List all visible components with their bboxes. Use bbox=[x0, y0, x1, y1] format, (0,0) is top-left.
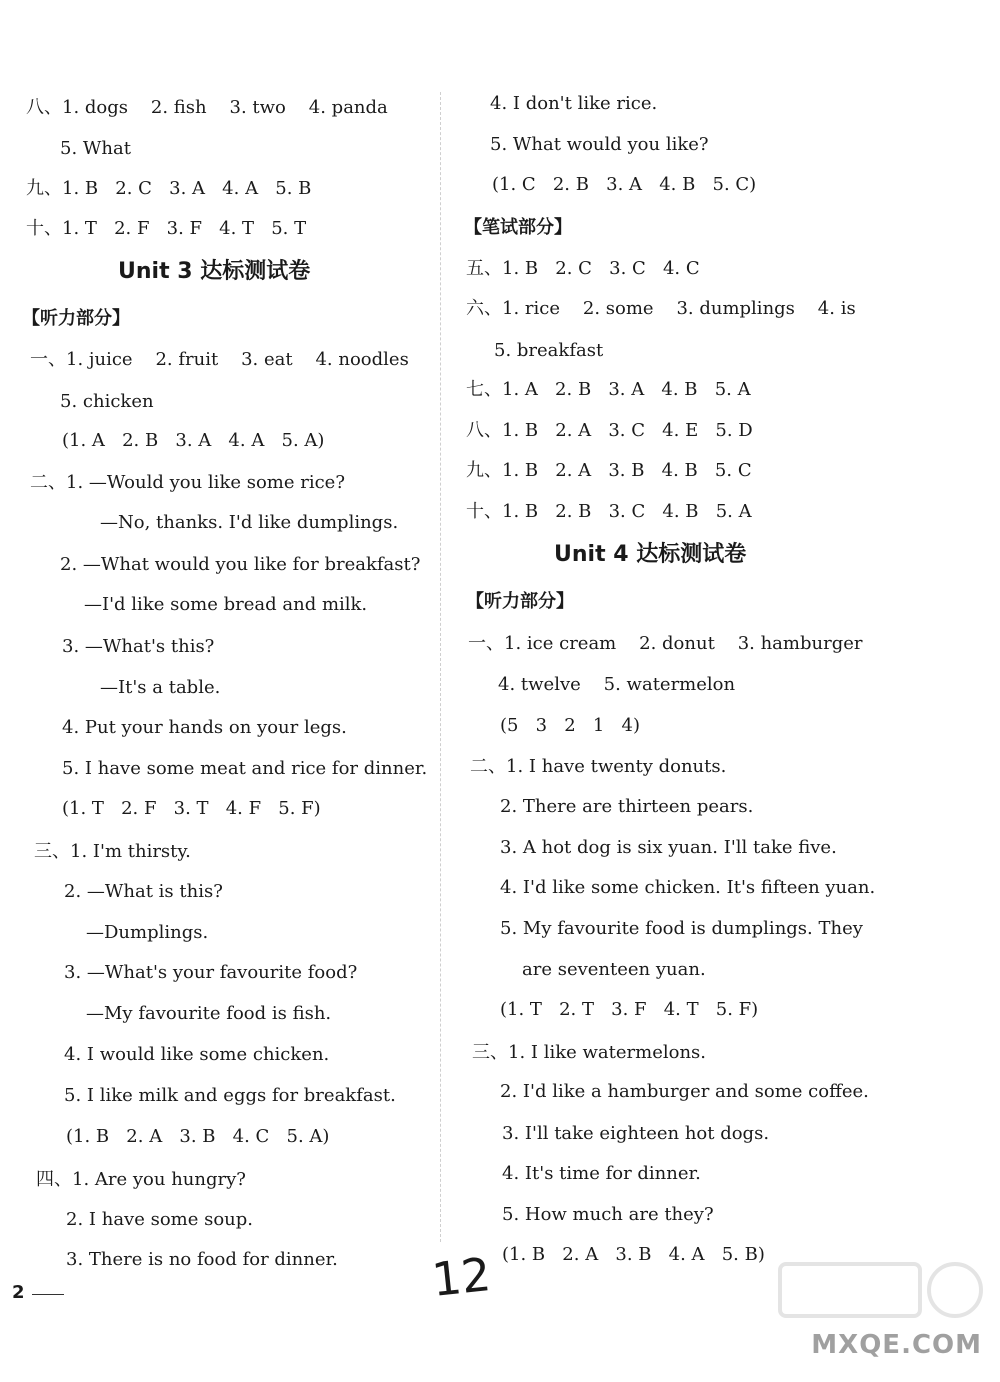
answer-line: 4. I don't like rice. bbox=[490, 93, 658, 114]
unit3-title: Unit 3 达标测试卷 bbox=[118, 259, 311, 284]
answer-line: 四、1. Are you hungry? bbox=[36, 1169, 246, 1190]
answer-line: 八、1. dogs 2. fish 3. two 4. panda bbox=[26, 97, 388, 118]
answer-line: 4. Put your hands on your legs. bbox=[62, 717, 347, 738]
answer-line: 2. —What is this? bbox=[64, 881, 223, 902]
answer-line: (1. C 2. B 3. A 4. B 5. C) bbox=[492, 174, 757, 195]
answer-line: (1. A 2. B 3. A 4. A 5. A) bbox=[62, 430, 325, 451]
answer-line: 二、1. I have twenty donuts. bbox=[470, 756, 727, 777]
answer-line: 八、1. B 2. A 3. C 4. E 5. D bbox=[466, 420, 753, 441]
answer-line: (1. T 2. T 3. F 4. T 5. F) bbox=[500, 999, 759, 1020]
answer-line: 2. I'd like a hamburger and some coffee. bbox=[500, 1081, 869, 1102]
answer-line: 4. I would like some chicken. bbox=[64, 1044, 330, 1065]
answer-line: —My favourite food is fish. bbox=[86, 1003, 332, 1024]
answer-line: 4. I'd like some chicken. It's fifteen yuan. bbox=[500, 877, 876, 898]
written-section-tag: 【笔试部分】 bbox=[464, 217, 572, 238]
answer-line: 二、1. —Would you like some rice? bbox=[30, 472, 345, 493]
listening-section-tag: 【听力部分】 bbox=[466, 591, 574, 612]
answer-line: 5. What would you like? bbox=[490, 134, 709, 155]
answer-line: 2. —What would you like for breakfast? bbox=[60, 554, 421, 575]
answer-line: 2. There are thirteen pears. bbox=[500, 796, 754, 817]
answer-line: 3. There is no food for dinner. bbox=[66, 1249, 338, 1270]
answer-line: (1. B 2. A 3. B 4. A 5. B) bbox=[502, 1244, 765, 1265]
answer-line: 3. —What's your favourite food? bbox=[64, 962, 358, 983]
answer-line: 5. I have some meat and rice for dinner. bbox=[62, 758, 428, 779]
answer-line: 2. I have some soup. bbox=[66, 1209, 254, 1230]
page-number: 2 bbox=[12, 1282, 25, 1303]
answer-line: 十、1. B 2. B 3. C 4. B 5. A bbox=[466, 501, 752, 522]
answer-line: 4. twelve 5. watermelon bbox=[498, 674, 736, 695]
answer-line: 九、1. B 2. C 3. A 4. A 5. B bbox=[26, 178, 312, 199]
answer-line: 三、1. I'm thirsty. bbox=[34, 841, 191, 862]
column-divider bbox=[440, 92, 441, 1242]
answer-line: 七、1. A 2. B 3. A 4. B 5. A bbox=[466, 379, 751, 400]
answer-line: 一、1. juice 2. fruit 3. eat 4. noodles bbox=[30, 349, 409, 370]
answer-line: 3. —What's this? bbox=[62, 636, 215, 657]
answer-line: 5. I like milk and eggs for breakfast. bbox=[64, 1085, 396, 1106]
answer-line: 5. What bbox=[60, 138, 131, 159]
listening-section-tag: 【听力部分】 bbox=[22, 308, 130, 329]
answer-line: 一、1. ice cream 2. donut 3. hamburger bbox=[468, 633, 863, 654]
answer-line: —No, thanks. I'd like dumplings. bbox=[100, 512, 399, 533]
answer-line: —Dumplings. bbox=[86, 922, 209, 943]
answer-line: (1. T 2. F 3. T 4. F 5. F) bbox=[62, 798, 321, 819]
answer-line: 十、1. T 2. F 3. F 4. T 5. T bbox=[26, 218, 307, 239]
unit4-title: Unit 4 达标测试卷 bbox=[554, 542, 747, 567]
answer-line: 5. breakfast bbox=[494, 340, 604, 361]
watermark-text: MXQE.COM bbox=[811, 1330, 982, 1360]
answer-line: 3. A hot dog is six yuan. I'll take five. bbox=[500, 837, 837, 858]
answer-line: (5 3 2 1 4) bbox=[500, 715, 640, 736]
answer-line: —I'd like some bread and milk. bbox=[84, 594, 368, 615]
page-number-dash bbox=[32, 1294, 64, 1295]
answer-line: are seventeen yuan. bbox=[522, 959, 706, 980]
answer-line: 3. I'll take eighteen hot dogs. bbox=[502, 1123, 770, 1144]
answer-line: (1. B 2. A 3. B 4. C 5. A) bbox=[66, 1126, 330, 1147]
answer-line: 五、1. B 2. C 3. C 4. C bbox=[466, 258, 700, 279]
answer-line: 5. My favourite food is dumplings. They bbox=[500, 918, 863, 939]
answer-line: 三、1. I like watermelons. bbox=[472, 1042, 707, 1063]
answer-line: 九、1. B 2. A 3. B 4. B 5. C bbox=[466, 460, 752, 481]
answer-line: 5. How much are they? bbox=[502, 1204, 714, 1225]
answer-line: 六、1. rice 2. some 3. dumplings 4. is bbox=[466, 298, 856, 319]
answer-line: 5. chicken bbox=[60, 391, 154, 412]
handwritten-page-number: 12 bbox=[429, 1247, 494, 1307]
answer-line: 4. It's time for dinner. bbox=[502, 1163, 701, 1184]
answer-line: —It's a table. bbox=[100, 677, 221, 698]
